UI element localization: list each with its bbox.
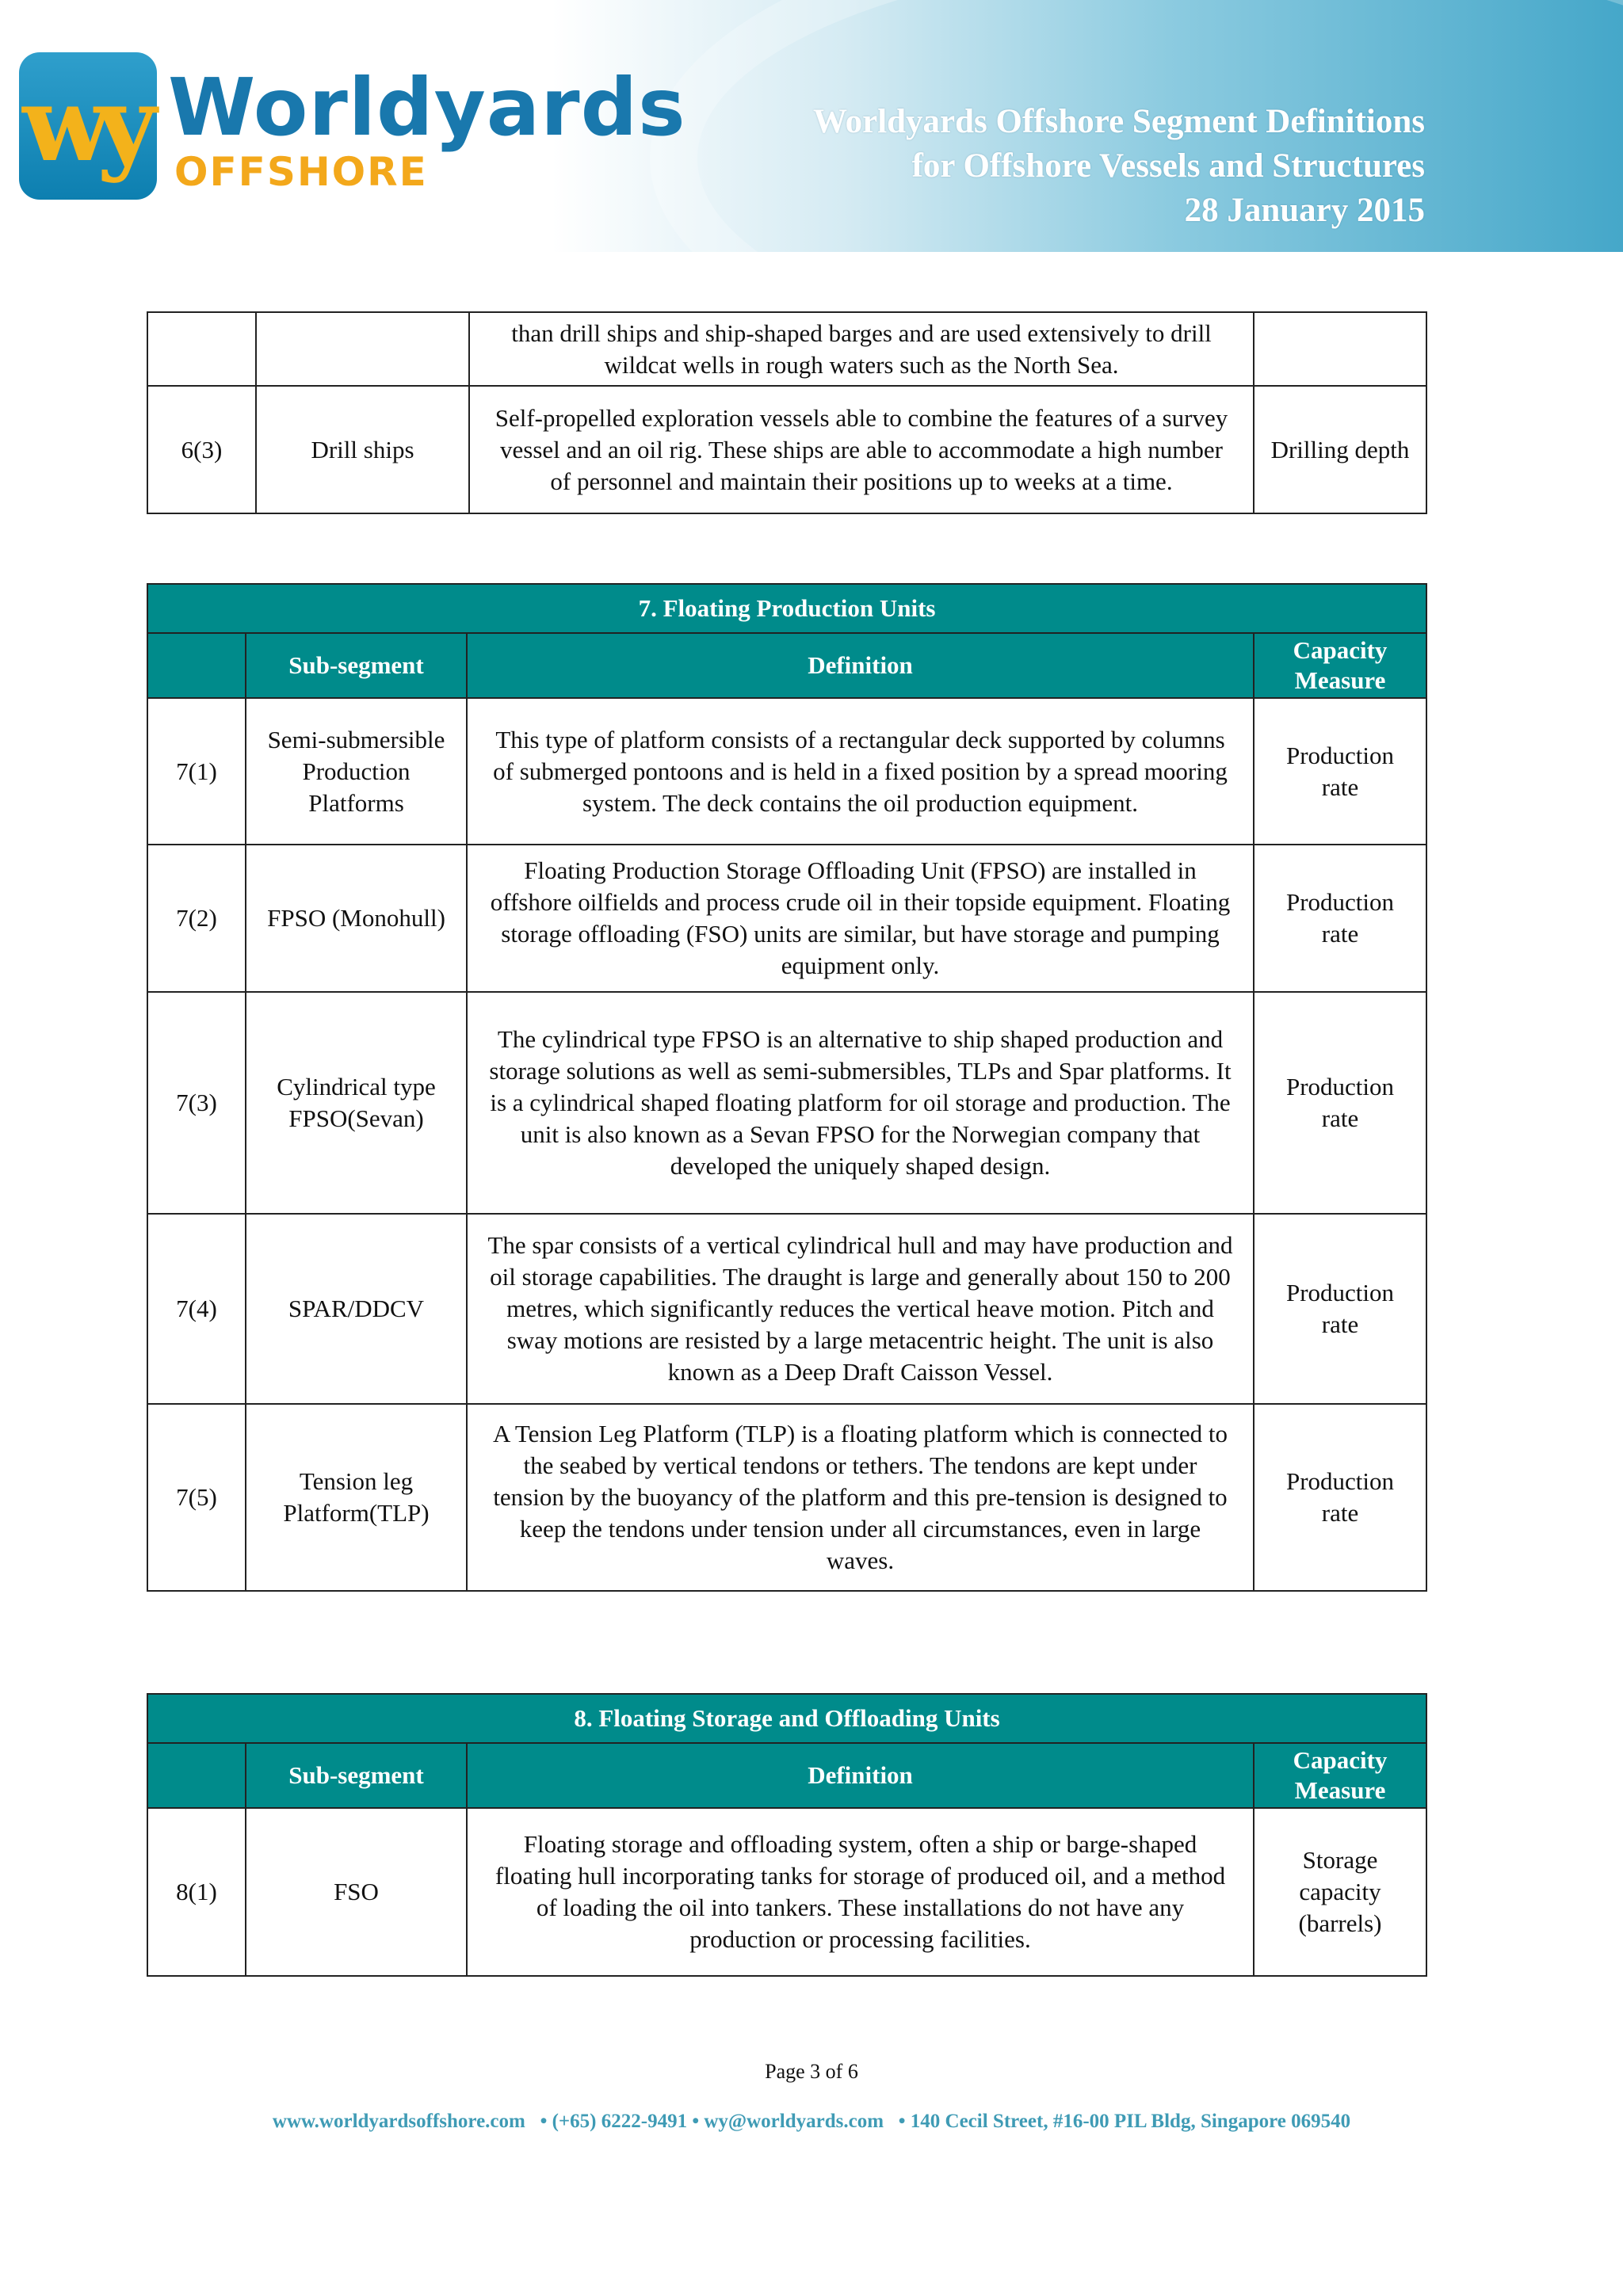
table-section-8 xyxy=(147,1693,1427,1977)
column-header-definition: Definition xyxy=(467,1743,1254,1808)
table-section-6 xyxy=(147,311,1427,514)
row-sub-segment: FSO xyxy=(246,1808,467,1976)
column-header-sub-segment: Sub-segment xyxy=(246,1743,467,1808)
page-header xyxy=(0,0,1623,252)
row-definition: than drill ships and ship-shaped barges and are used extensively to drill wildcat wells in rough waters such as the North Sea. xyxy=(469,312,1254,386)
row-sub-segment: FPSO (Monohull) xyxy=(246,845,467,992)
row-sub-segment: SPAR/DDCV xyxy=(246,1214,467,1404)
column-header-id xyxy=(147,1743,246,1808)
column-header-capacity: Capacity Measure xyxy=(1254,633,1426,698)
row-definition: This type of platform consists of a rectangular deck supported by columns of submerged pontoons and is held in a fixed position by a spread mooring system. The deck contains the oil production equipment. xyxy=(467,698,1254,845)
row-definition: Self-propelled exploration vessels able to combine the features of a survey vessel and an oil rig. These ships are able to accommodate a high number of personnel and maintain their positions up to weeks at a time. xyxy=(469,386,1254,513)
logo-badge-icon xyxy=(19,52,157,200)
row-definition: Floating Production Storage Offloading Unit (FPSO) are installed in offshore oilfields and process crude oil in their topside equipment. Floating storage offloading (FSO) units are similar, but have storage and pumping equipment only. xyxy=(467,845,1254,992)
row-id: 7(5) xyxy=(147,1404,246,1591)
column-header-capacity: Capacity Measure xyxy=(1254,1743,1426,1808)
row-capacity: Storage capacity (barrels) xyxy=(1254,1808,1426,1976)
row-capacity: Production rate xyxy=(1254,1404,1426,1591)
row-id xyxy=(147,312,256,386)
row-id: 7(1) xyxy=(147,698,246,845)
logo-badge-text: wy xyxy=(22,63,143,185)
section-title-row xyxy=(147,1694,1426,1743)
table-row xyxy=(147,1404,1426,1591)
row-id: 7(2) xyxy=(147,845,246,992)
row-sub-segment: Cylindrical type FPSO(Sevan) xyxy=(246,992,467,1214)
row-id: 7(4) xyxy=(147,1214,246,1404)
footer-contact: www.worldyardsoffshore.com • (+65) 6222-9491 • wy@worldyards.com • 140 Cecil Street, #16-00 PIL Bldg, Singapore 069540 xyxy=(272,2111,1351,2132)
column-header-definition: Definition xyxy=(467,633,1254,698)
table-row xyxy=(147,1214,1426,1404)
column-header-id xyxy=(147,633,246,698)
table-row xyxy=(147,992,1426,1214)
column-header-row xyxy=(147,633,1426,698)
row-definition: The cylindrical type FPSO is an alternative to ship shaped production and storage solutions as well as semi-submersibles, TLPs and Spar platforms. It is a cylindrical shaped floating platform for oil storage and production. The unit is also known as a Sevan FPSO for the Norwegian company that developed the uniquely shaped design. xyxy=(467,992,1254,1214)
row-definition: A Tension Leg Platform (TLP) is a floating platform which is connected to the seabed by vertical tendons or tethers. The tendons are kept under tension by the buoyancy of the platform and this pre-tension is designed to keep the tendons under tension under all circumstances, even in large waves. xyxy=(467,1404,1254,1591)
column-header-row xyxy=(147,1743,1426,1808)
row-capacity: Drilling depth xyxy=(1254,386,1426,513)
row-capacity: Production rate xyxy=(1254,698,1426,845)
row-capacity xyxy=(1254,312,1426,386)
row-id: 7(3) xyxy=(147,992,246,1214)
row-sub-segment xyxy=(256,312,469,386)
section-title-row xyxy=(147,584,1426,633)
title-line-2: for Offshore Vessels and Structures xyxy=(911,147,1425,185)
row-definition: Floating storage and offloading system, often a ship or barge-shaped floating hull incorporating tanks for storage of produced oil, and a method of loading the oil into tankers. These installations do not have any production or processing facilities. xyxy=(467,1808,1254,1976)
table-row xyxy=(147,698,1426,845)
row-capacity: Production rate xyxy=(1254,992,1426,1214)
document-title xyxy=(813,100,1425,233)
table-row xyxy=(147,312,1426,386)
column-header-sub-segment: Sub-segment xyxy=(246,633,467,698)
table-section-7 xyxy=(147,583,1427,1592)
section-title: 7. Floating Production Units xyxy=(147,584,1426,633)
row-sub-segment: Drill ships xyxy=(256,386,469,513)
row-capacity: Production rate xyxy=(1254,1214,1426,1404)
title-line-1: Worldyards Offshore Segment Definitions xyxy=(812,103,1425,140)
page-number: Page 3 of 6 xyxy=(765,2060,858,2083)
table-row xyxy=(147,386,1426,513)
table-row xyxy=(147,1808,1426,1976)
title-line-3: 28 January 2015 xyxy=(1184,192,1425,229)
row-id: 8(1) xyxy=(147,1808,246,1976)
table-row xyxy=(147,845,1426,992)
logo-subtitle: OFFSHORE xyxy=(174,149,428,195)
row-id: 6(3) xyxy=(147,386,256,513)
row-sub-segment: Semi-submersible Production Platforms xyxy=(246,698,467,845)
row-definition: The spar consists of a vertical cylindrical hull and may have production and oil storage capabilities. The draught is large and generally about 150 to 200 metres, which significantly reduces the vertical heave motion. Pitch and sway motions are resisted by a large metacentric height. The unit is also known as a Deep Draft Caisson Vessel. xyxy=(467,1214,1254,1404)
section-title: 8. Floating Storage and Offloading Units xyxy=(147,1694,1426,1743)
logo-wordmark: Worldyards xyxy=(168,61,686,154)
row-sub-segment: Tension leg Platform(TLP) xyxy=(246,1404,467,1591)
row-capacity: Production rate xyxy=(1254,845,1426,992)
